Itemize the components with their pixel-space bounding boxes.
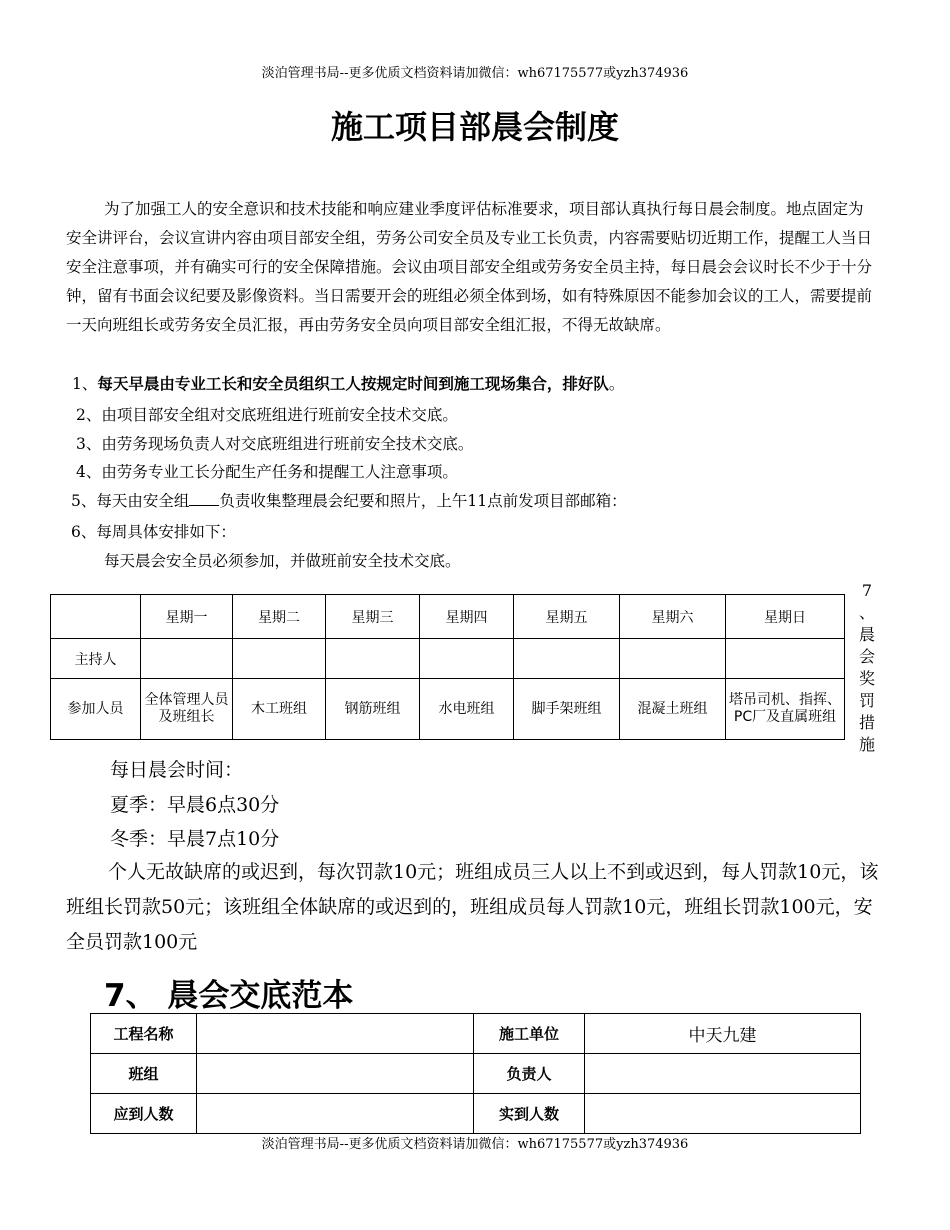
host-cell (420, 639, 514, 679)
fill-blank (189, 491, 219, 506)
team-field[interactable] (197, 1054, 474, 1094)
leader-field[interactable] (585, 1054, 861, 1094)
list-item-5-text-a: 5、每天由安全组 (71, 492, 190, 510)
project-name-field[interactable] (197, 1014, 474, 1054)
side-note-char: 、 (858, 603, 875, 622)
page-title: 施工项目部晨会制度 (330, 108, 619, 146)
weekly-schedule-table (50, 594, 845, 740)
host-cell (726, 639, 845, 679)
host-cell (514, 639, 620, 679)
list-item-6-note: 每天晨会安全员必须参加，并做班前安全技术交底。 (104, 552, 461, 570)
list-item-4: 4、由劳务专业工长分配生产任务和提醒工人注意事项。 (76, 463, 458, 481)
table-row (91, 1094, 861, 1134)
expected-count-label: 应到人数 (91, 1094, 197, 1134)
list-item-1-number: 1、 (72, 375, 98, 393)
penalty-paragraph: 个人无故缺席的或迟到，每次罚款10元；班组成员三人以上不到或迟到，每人罚款10元，该班组长罚款50元；该班组全体缺席的或迟到的，班组成员每人罚款10元，班组长罚款100元，安全员罚款100元 (66, 861, 879, 953)
contractor-label: 施工单位 (474, 1014, 585, 1054)
intro-paragraph: 为了加强工人的安全意识和技术技能和响应建业季度评估标准要求，项目部认真执行每日晨会制度。地点固定为安全讲评台，会议宣讲内容由项目部安全组，劳务公司安全员及专业工长负责，内容需要贴切近期工作，提醒工人当日安全注意事项，并有确实可行的安全保障措施。会议由项目部安全组或劳务安全员主持，每日晨会会议时长不少于十分钟，留有书面会议纪要及影像资料。当日需要开会的班组必须全体到场，如有特殊原因不能参加会议的工人，需要提前一天向班组长或劳务安全员汇报，再由劳务安全员向项目部安全组汇报，不得无故缺席。 (66, 200, 873, 334)
list-item-6: 6、每周具体安排如下： (71, 523, 236, 541)
host-cell (326, 639, 420, 679)
leader-label: 负责人 (474, 1054, 585, 1094)
actual-count-label: 实到人数 (474, 1094, 585, 1134)
section-title: 7、 晨会交底范本 (104, 978, 354, 1014)
participants-cell: 塔吊司机、指挥、PC厂及直属班组 (726, 679, 845, 740)
list-item-1-end: 。 (608, 375, 625, 393)
participants-cell: 水电班组 (420, 679, 514, 740)
meeting-time-label: 每日晨会时间： (110, 759, 244, 781)
briefing-form-table (90, 1013, 861, 1134)
participants-cell: 全体管理人员及班组长 (141, 679, 233, 740)
participants-cell: 钢筋班组 (326, 679, 420, 740)
table-row (51, 595, 845, 639)
table-corner-cell (51, 595, 141, 639)
day-header: 星期二 (233, 595, 326, 639)
participants-label: 参加人员 (51, 679, 141, 740)
table-row (51, 679, 845, 740)
side-note-char: 措 (858, 713, 875, 732)
host-cell (233, 639, 326, 679)
list-item-1 (72, 372, 624, 394)
page-header: 淡泊管理书局--更多优质文档资料请加微信：wh67175577或yzh374936 (261, 66, 689, 81)
side-note-char: 施 (858, 735, 875, 754)
day-header: 星期五 (514, 595, 620, 639)
day-header: 星期六 (620, 595, 726, 639)
actual-count-field[interactable] (585, 1094, 861, 1134)
day-header: 星期一 (141, 595, 233, 639)
day-header: 星期日 (726, 595, 845, 639)
page-footer: 淡泊管理书局--更多优质文档资料请加微信：wh67175577或yzh374936 (261, 1137, 689, 1152)
winter-time: 冬季：早晨7点10分 (110, 828, 280, 850)
side-note-char: 7 (861, 581, 873, 600)
host-cell (141, 639, 233, 679)
contractor-field[interactable]: 中天九建 (585, 1014, 861, 1054)
table-row (91, 1054, 861, 1094)
project-name-label: 工程名称 (91, 1014, 197, 1054)
side-note-char: 晨 (858, 625, 875, 644)
side-note-vertical (856, 580, 878, 756)
side-note-char: 罚 (858, 691, 875, 710)
list-item-1-text: 每天早晨由专业工长和安全员组织工人按规定时间到施工现场集合，排好队 (97, 374, 609, 393)
side-note-char: 奖 (858, 669, 875, 688)
expected-count-field[interactable] (197, 1094, 474, 1134)
list-item-5-text-b: 负责收集整理晨会纪要和照片，上午11点前发项目部邮箱： (219, 492, 627, 510)
summer-time: 夏季：早晨6点30分 (110, 794, 280, 816)
list-item-3: 3、由劳务现场负责人对交底班组进行班前安全技术交底。 (76, 435, 474, 453)
day-header: 星期三 (326, 595, 420, 639)
table-row (91, 1014, 861, 1054)
day-header: 星期四 (420, 595, 514, 639)
list-item-2: 2、由项目部安全组对交底班组进行班前安全技术交底。 (76, 406, 458, 424)
host-label: 主持人 (51, 639, 141, 679)
team-label: 班组 (91, 1054, 197, 1094)
participants-cell: 木工班组 (233, 679, 326, 740)
participants-cell: 混凝土班组 (620, 679, 726, 740)
side-note-char: 会 (858, 647, 875, 666)
participants-cell: 脚手架班组 (514, 679, 620, 740)
host-cell (620, 639, 726, 679)
list-item-5 (71, 489, 627, 511)
table-row (51, 639, 845, 679)
